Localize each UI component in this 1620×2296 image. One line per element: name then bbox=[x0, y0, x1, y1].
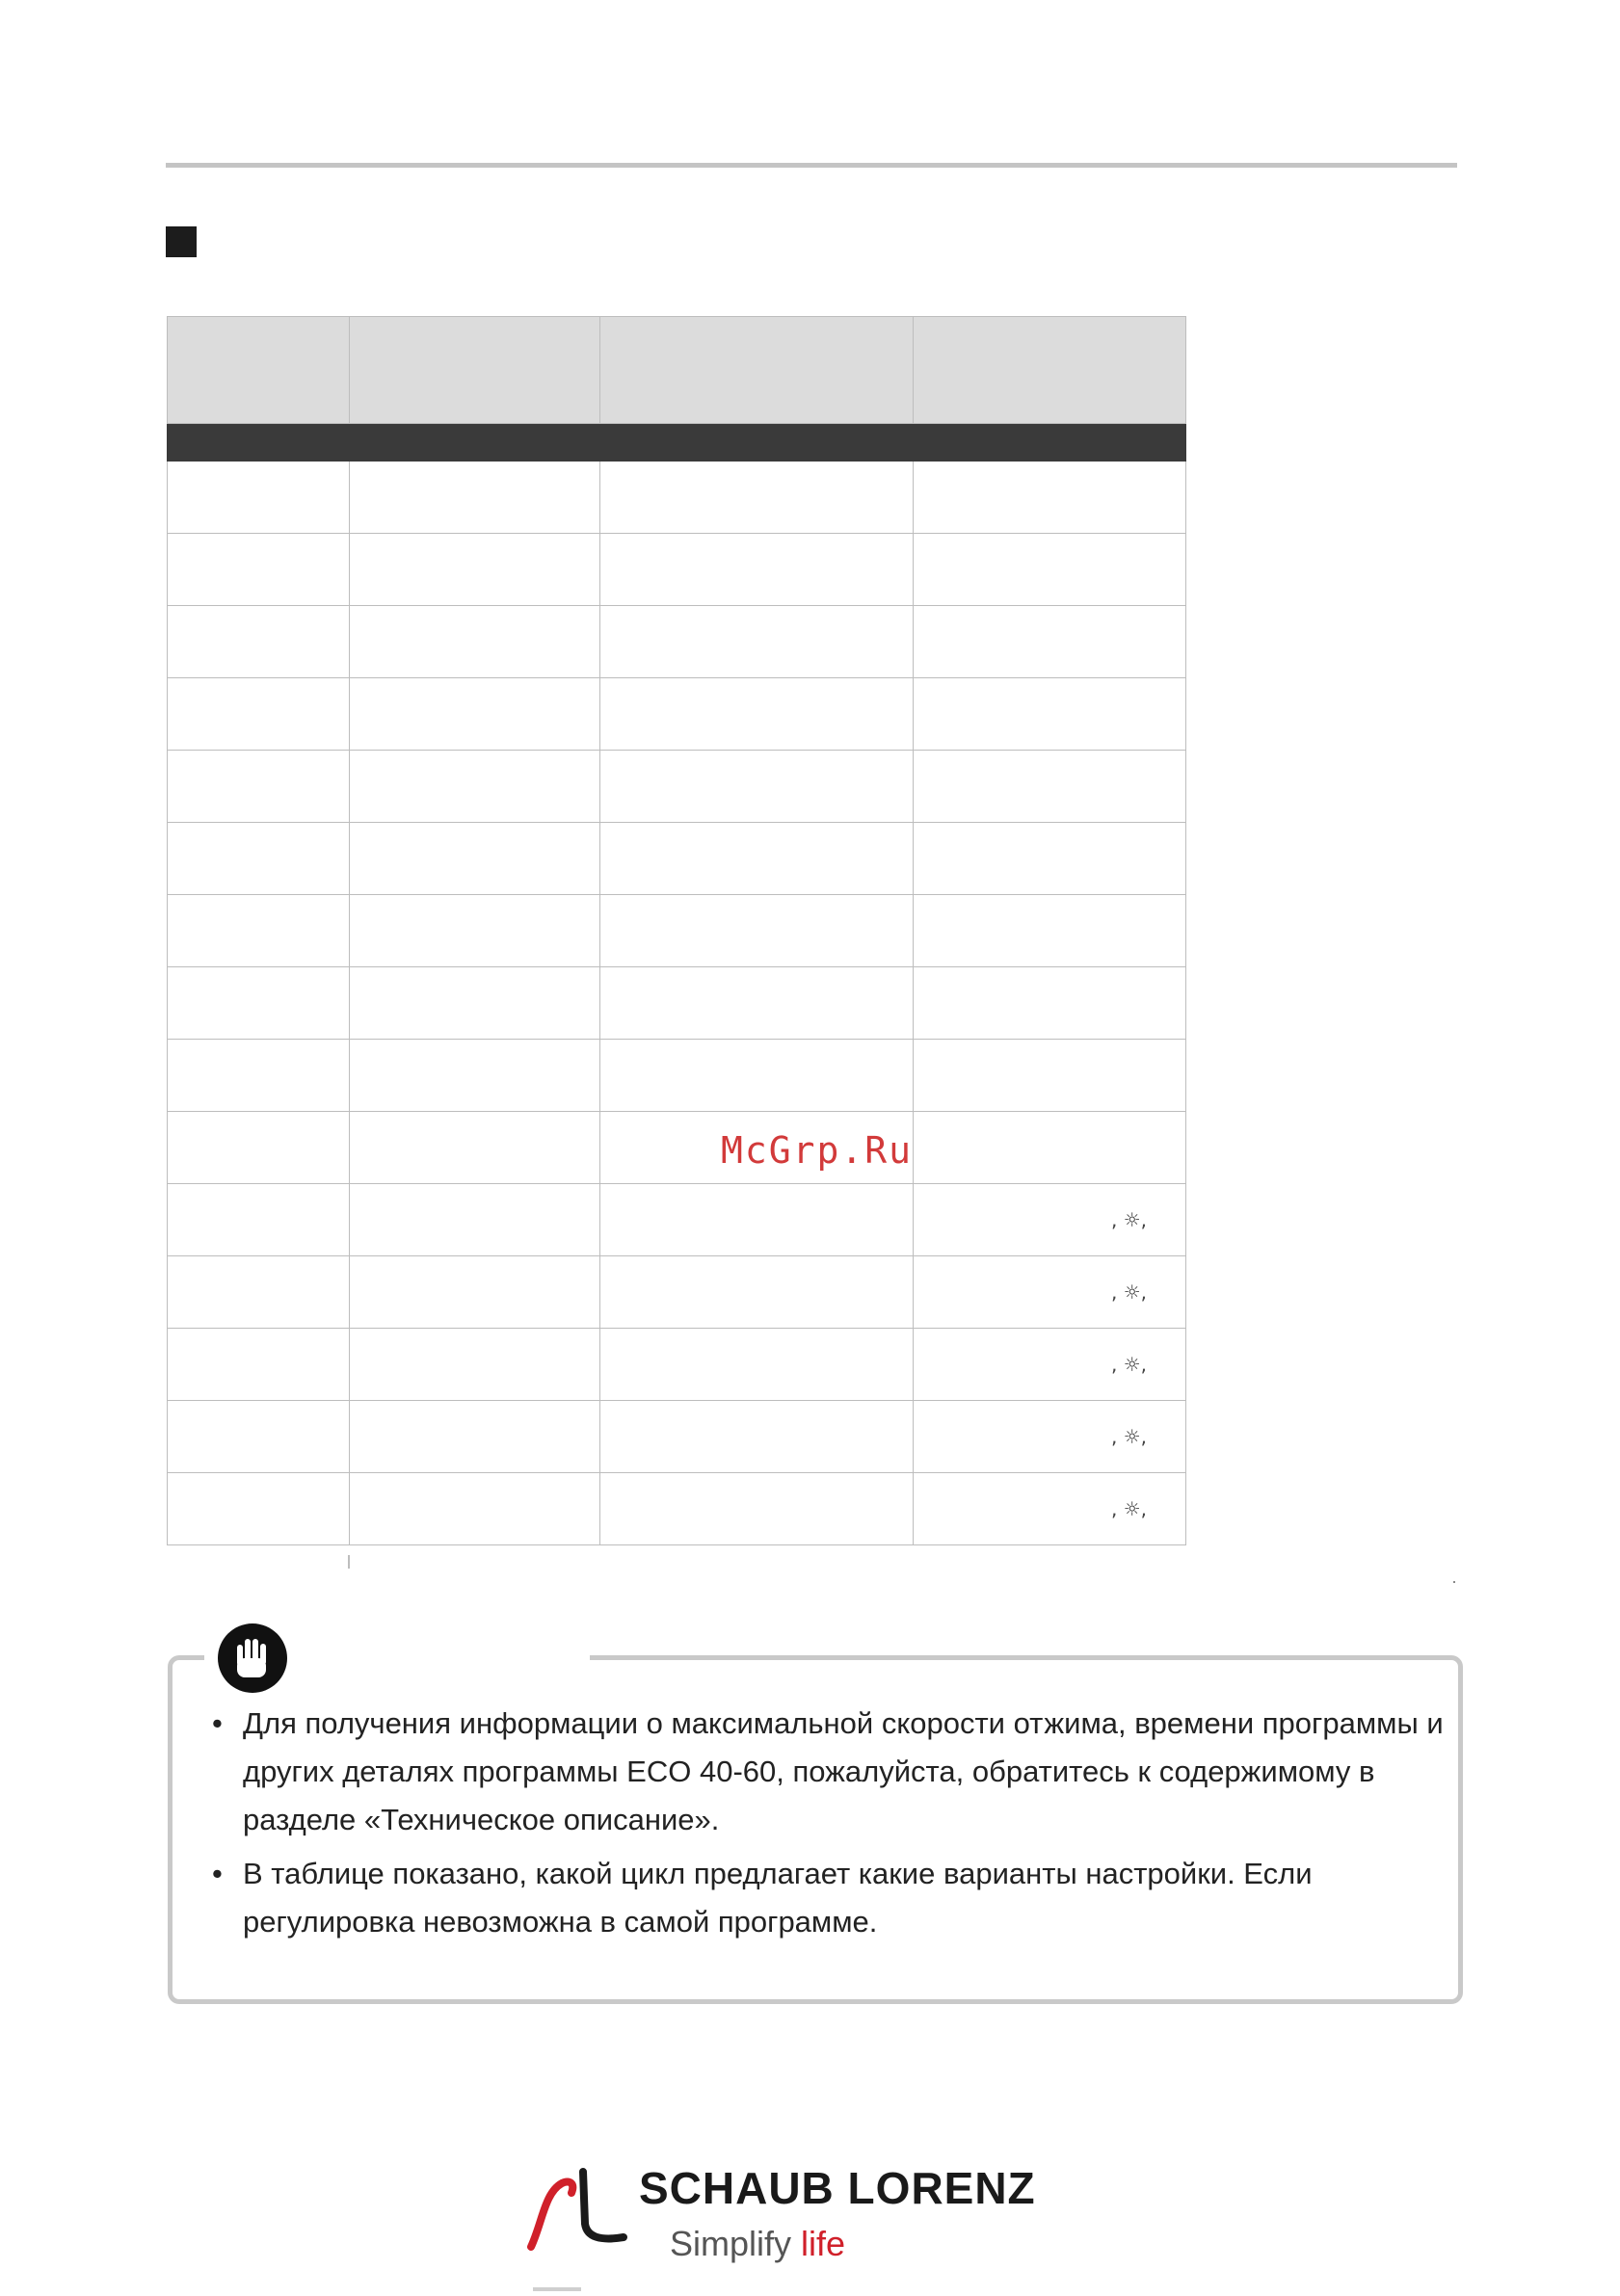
sun-icon: , ☼, bbox=[1110, 1497, 1147, 1520]
table-cell bbox=[350, 823, 600, 895]
brand-tagline bbox=[670, 2224, 845, 2264]
table-cell bbox=[914, 823, 1186, 895]
table-cell bbox=[914, 678, 1186, 751]
table-header-cell bbox=[914, 317, 1186, 424]
note-item: • Для получения информации о максимальной скорости отжима, времени программы и других деталях программы ECO 40-60, пожалуйста, обратитесь к содержимому в разделе «Техническое описание». bbox=[212, 1700, 1446, 1844]
table-cell bbox=[350, 678, 600, 751]
table-row bbox=[168, 1112, 1186, 1184]
table-cell bbox=[168, 1401, 350, 1473]
top-divider bbox=[166, 163, 1457, 168]
watermark: McGrp.Ru bbox=[721, 1129, 914, 1172]
brand-tagline-main: Simplify bbox=[670, 2224, 792, 2263]
table-cell bbox=[600, 823, 914, 895]
table-row bbox=[168, 1184, 1186, 1256]
stop-hand-icon bbox=[218, 1623, 287, 1693]
table-row bbox=[168, 1401, 1186, 1473]
table-cell bbox=[350, 606, 600, 678]
table-header-row bbox=[168, 317, 1186, 424]
table-row bbox=[168, 1040, 1186, 1112]
table-header-cell bbox=[600, 317, 914, 424]
section-marker bbox=[166, 226, 197, 257]
table-cell bbox=[914, 895, 1186, 967]
table-cell bbox=[350, 1040, 600, 1112]
table-cell bbox=[600, 751, 914, 823]
table-cell bbox=[914, 1256, 1186, 1329]
table-row bbox=[168, 606, 1186, 678]
table-cell bbox=[350, 895, 600, 967]
table-cell bbox=[350, 1184, 600, 1256]
table-cell bbox=[600, 967, 914, 1040]
sun-icon: , ☼, bbox=[1110, 1425, 1147, 1448]
table-header-cell bbox=[350, 317, 600, 424]
table-cell bbox=[600, 1473, 914, 1545]
table-row bbox=[168, 534, 1186, 606]
table-cell bbox=[168, 1256, 350, 1329]
table-cell bbox=[600, 1184, 914, 1256]
table-cell bbox=[914, 1040, 1186, 1112]
table-cell bbox=[350, 1256, 600, 1329]
table-cell bbox=[350, 534, 600, 606]
table-row bbox=[168, 895, 1186, 967]
table-cell bbox=[168, 678, 350, 751]
table-cell bbox=[914, 462, 1186, 534]
table-cell bbox=[350, 1401, 600, 1473]
table-cell bbox=[350, 1473, 600, 1545]
table-cell bbox=[350, 1329, 600, 1401]
table-cell bbox=[168, 967, 350, 1040]
corner-dot bbox=[1453, 1581, 1455, 1583]
note-item: • В таблице показано, какой цикл предлагает какие варианты настройки. Если регулировка невозможна в самой программе. bbox=[212, 1850, 1446, 1946]
brand-footer bbox=[523, 2158, 1044, 2293]
table-cell bbox=[914, 534, 1186, 606]
table-row bbox=[168, 678, 1186, 751]
table-cell bbox=[914, 606, 1186, 678]
table-cell bbox=[914, 967, 1186, 1040]
sun-icon: , ☼, bbox=[1110, 1208, 1147, 1231]
program-options-table bbox=[167, 316, 1186, 1545]
table-cell bbox=[914, 1473, 1186, 1545]
table-cell bbox=[350, 967, 600, 1040]
table-cell bbox=[600, 606, 914, 678]
table-cell bbox=[350, 462, 600, 534]
table-cell bbox=[600, 1256, 914, 1329]
table-cell bbox=[600, 462, 914, 534]
table-header-cell bbox=[168, 317, 350, 424]
table-cell bbox=[168, 1040, 350, 1112]
table-row bbox=[168, 751, 1186, 823]
table-cell bbox=[600, 895, 914, 967]
table-band-row bbox=[168, 424, 1186, 462]
table-cell bbox=[600, 1040, 914, 1112]
brand-logo-icon bbox=[523, 2164, 629, 2251]
table-cell bbox=[914, 1329, 1186, 1401]
table-cell bbox=[600, 534, 914, 606]
table-cell bbox=[600, 1329, 914, 1401]
table-cell bbox=[168, 606, 350, 678]
note-list bbox=[212, 1700, 1446, 1952]
table-cell bbox=[914, 1112, 1186, 1184]
table-cell bbox=[168, 534, 350, 606]
table-cell bbox=[914, 1184, 1186, 1256]
brand-tagline-accent: life bbox=[801, 2224, 846, 2263]
table-cell bbox=[600, 678, 914, 751]
sun-icon: , ☼, bbox=[1110, 1353, 1147, 1376]
table-row bbox=[168, 462, 1186, 534]
table-cell bbox=[350, 1112, 600, 1184]
table-row bbox=[168, 1329, 1186, 1401]
table-cell bbox=[168, 895, 350, 967]
brand-name: SCHAUB LORENZ bbox=[639, 2163, 1036, 2213]
table-cell bbox=[168, 1184, 350, 1256]
table-cell bbox=[914, 1401, 1186, 1473]
table-stub-line bbox=[348, 1555, 350, 1569]
table-cell bbox=[168, 462, 350, 534]
sun-icon: , ☼, bbox=[1110, 1280, 1147, 1304]
table-row bbox=[168, 1256, 1186, 1329]
table-row bbox=[168, 1473, 1186, 1545]
table-cell bbox=[168, 1473, 350, 1545]
table-row bbox=[168, 823, 1186, 895]
table-cell bbox=[600, 1401, 914, 1473]
footer-mark bbox=[533, 2287, 581, 2291]
table-cell bbox=[168, 1329, 350, 1401]
table-row bbox=[168, 967, 1186, 1040]
table-cell bbox=[168, 1112, 350, 1184]
table-cell bbox=[168, 751, 350, 823]
table-cell bbox=[350, 751, 600, 823]
table-cell bbox=[914, 751, 1186, 823]
table-cell bbox=[168, 823, 350, 895]
